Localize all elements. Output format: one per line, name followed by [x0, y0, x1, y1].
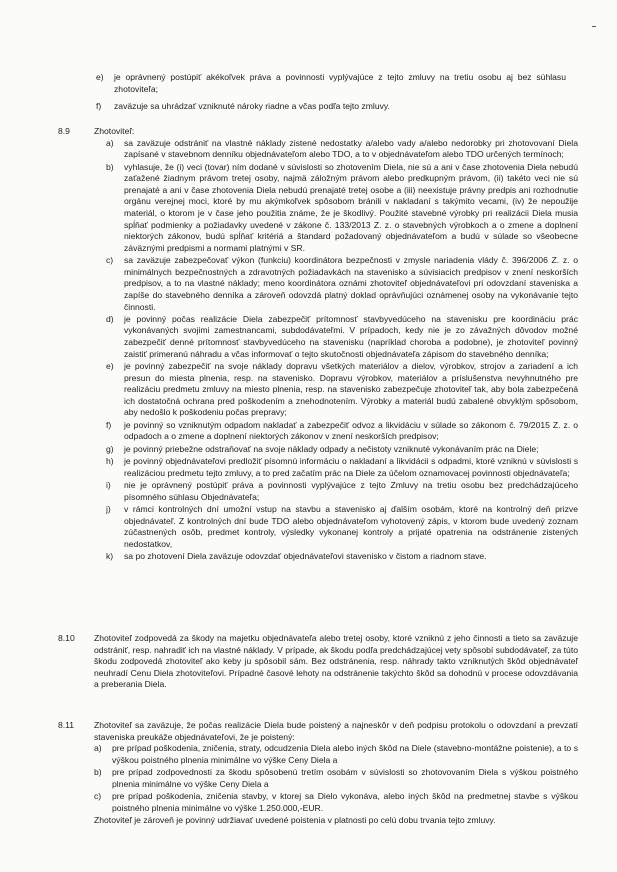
list-item: [96, 101, 566, 113]
scan-mark: [592, 26, 596, 27]
list-item: [106, 361, 578, 419]
list-item: [106, 255, 578, 313]
section-number: 8.9: [58, 126, 70, 136]
section-number: 8.11: [58, 720, 75, 730]
item-text: je povinný priebežne odstraňovať na svoje náklady odpady a nečistoty vzniknuté vykonávaním prác na Diele;: [124, 443, 539, 454]
item-text: pre prípad zodpovednosti za škodu spôsobenú tretím osobám v súvislosti so zhotovovaním Diela s výškou poistného plnenia minimálne vo výške Ceny Diela a: [112, 767, 578, 789]
item-text: je povinný so vzniknutým odpadom nakladať a zabezpečiť odvoz a likvidáciu v súlade so zákonom č. 79/2015 Z. z. o odpadoch a o zmene a doplnení niektorých zákonov v znení neskorších predpisov;: [124, 419, 578, 442]
section-text: Zhotoviteľ zodpovedá za škody na majetku objednávateľa alebo tretej osoby, ktoré vzniknú z jeho činnosti a tieto sa zaväzuje odstrániť, resp. nahradiť ich na vlastné náklady. V prípade, ak škodu podľa predchádzajúcej vety spôsobí subdodávateľ, za túto škodu zodpovedá zhotoviteľ ako keby ju spôsobil sám. Bez odstránenia, resp. náhrady takto vzniknutých škôd objednávateľ neuhradí Cenu Diela zhotoviteľovi. Prípadné časové lehoty na odstránenie takýchto škôd sa dohodnú v procese odovzdávania a preberania Diela.: [94, 633, 578, 690]
section-intro: Zhotoviteľ sa zaväzuje, že počas realizácie Diela bude poistený a najneskôr v deň podpisu protokolu o odovzdaní a prevzatí staveniska preukáže objednávateľovi, že je poistený:: [94, 720, 578, 742]
section-8-11: [58, 720, 578, 827]
item-label: h): [106, 456, 114, 467]
list-item: [106, 314, 578, 360]
section-8-9-list: [106, 138, 578, 563]
section-title: Zhotoviteľ:: [94, 126, 135, 136]
list-item: [94, 767, 578, 790]
item-text: pre prípad poškodenia, zničenia stavby, v ktorej sa Dielo vykonáva, alebo iných škôd na predmetnej stavbe s výškou poistného plnenia minimálne vo výške 1.250.000,-EUR.: [112, 791, 578, 813]
section-closing: Zhotoviteľ je zároveň je povinný udržiavať uvedené poistenia v platnosti po celú dobu trvania tejto zmluvy.: [94, 815, 496, 826]
item-label: g): [106, 443, 114, 454]
item-text: sa zaväzuje zabezpečovať výkon (funkciu) koordinátora bezpečnosti v zmysle nariadenia vlády č. 396/2006 Z. z. o minimálnych bezpečnostných a zdravotných požiadavkách na stavenisko a súvisiacich predpisov v znení neskorších predpisov, a to na vlastné náklady; meno koordinátora oznámi zhotoviteľ objednávateľovi pri odovzdaní staveniska a zapíše do stavebného denníka a zároveň odovzdá platný doklad oprávňujúci oznámenej osoby na vykonávanie tejto činnosti.: [124, 255, 578, 312]
item-label: k): [106, 551, 114, 562]
item-label: f): [96, 101, 102, 112]
item-text: je oprávnený postúpiť akékoľvek práva a povinnosti vyplývajúce z tejto zmluvy na tretiu osobu aj bez súhlasu zhotoviteľa;: [114, 72, 566, 94]
item-label: i): [106, 480, 111, 491]
item-label: e): [96, 72, 104, 82]
section-8-11-list: [94, 743, 578, 814]
item-text: zaväzuje sa uhrádzať vzniknuté nároky riadne a včas podľa tejto zmluvy.: [114, 101, 390, 112]
list-item: [106, 138, 578, 161]
item-text: je povinný objednávateľovi predložiť písomnú informáciu o nakladaní a likvidácii s odpadmi, ktoré vzniknú v súvislosti s realizáciou predmetu tejto zmluvy, a to pred začatím prác na Diele za účelom oznamovacej povinnosti objednávateľa;: [124, 456, 578, 478]
list-item: [106, 444, 578, 456]
list-item: [94, 743, 578, 766]
list-item: [106, 551, 578, 563]
item-text: sa po zhotovení Diela zaväzuje odovzdať objednávateľovi stavenisko v čistom a riadnom stave.: [124, 551, 487, 562]
item-label: b): [94, 767, 102, 778]
item-text: pre prípad poškodenia, zničenia, straty, odcudzenia Diela alebo iných škôd na Diele (stavebno-montážne poistenie), a to s výškou poistného plnenia minimálne vo výške Ceny Diela a: [112, 743, 578, 765]
item-text: je povinný počas realizácie Diela zabezpečiť prítomnosť stavbyvedúceho na stavenisku pre koordináciu prác vykonávaných svojimi zamestnancami, subdodávateľmi. V prípadoch, kedy nie je zo závažných dôvodov možné zabezpečiť denné prítomnosť stavbyvedúceho na stavenisku (napríklad choroba a podobne), je zhotoviteľ povinný zaistiť primeranú náhradu a včas informovať o tejto skutočnosti objednávateľa zápisom do stavebného denníka;: [124, 313, 578, 359]
section-8-9: [58, 126, 578, 564]
item-text: sa zaväzuje odstrániť na vlastné náklady zistené nedostatky a/alebo vady a/alebo nedorobky pri zhotovovaní Diela zapísané v stavebnom denníku objednávateľom alebo TDO, a to v objednávateľom alebo TDO určených termínoch;: [124, 137, 578, 160]
item-text: vyhlasuje, že (i) veci (tovar) ním dodané v súvislosti so zhotovením Diela, nie sú a ani v čase zhotovenia Diela nebudú zaťažené žiadnym právom tretej osoby, najmä záložným právom alebo predkupným právom, (ii) takéto veci nie sú prenajaté a ani v čase zhotovenia Diela nebudú prenajaté tretej osobe a (iii) neexistuje právny predpis ani rozhodnutie orgánu verejnej moci, ktoré by mu akýmkoľvek spôsobom bránili v nakladaní s takýmito vecami, (iv) že nepoužije materiál, o ktorom je v čase jeho použitia známe, že je škodlivý. Použité stavebné výrobky pri realizácii Diela musia spĺňať podmienky a požiadavky uvedené v zákone č. 133/2013 Z. z. o stavebných výrobkoch a o zmene a doplnení niektorých zákonov, budú spĺňať kritériá a štandard požadovaný objednávateľom a budú v súlade so všeobecne záväznými predpismi a normami platnými v SR.: [124, 161, 578, 253]
item-label: f): [106, 419, 112, 430]
item-label: b): [106, 161, 114, 172]
item-label: c): [106, 255, 114, 266]
item-label: j): [106, 504, 111, 515]
list-item: [106, 504, 578, 550]
item-text: je povinný zabezpečiť na svoje náklady dopravu všetkých materiálov a dielov, výrobkov, strojov a zariadení a ich presun do miesta plnenia, resp. na stavenisko. Dopravu výrobkov, materiálov a príslušenstva nevyhnutného pre realizáciu predmetu zmluvy na miesto plnenia, resp. na stavenisko zabezpečuje zhotoviteľ tak, aby bola zabezpečená ich dostatočná ochrana pred poškodením a znehodnotením. Výrobky a materiál budú zabalené obvyklým spôsobom, aby nedošlo k poškodeniu počas prepravy;: [124, 361, 578, 418]
section-number: 8.10: [58, 633, 75, 643]
item-label: c): [94, 791, 102, 802]
list-item: [106, 420, 578, 443]
list-item: [106, 480, 578, 503]
list-item: [106, 162, 578, 255]
list-item: [94, 791, 578, 814]
section-8-10: [58, 633, 578, 691]
list-item: [96, 72, 566, 95]
previous-section-continuation: [96, 72, 566, 113]
item-text: nie je oprávnený postúpiť práva a povinnosti vyplývajúce z tejto Zmluvy na tretiu osobu bez predchádzajúceho písomného súhlasu Objednávateľa;: [124, 480, 578, 502]
item-label: a): [106, 137, 114, 148]
list-item: [106, 456, 578, 479]
item-label: a): [94, 743, 102, 754]
item-label: d): [106, 313, 114, 324]
item-text: v rámci kontrolných dní umožní vstup na stavbu a stavenisko aj ďalším osobám, ktoré na kontrolný deň prizve objednávateľ. Z kontrolných dní bude TDO alebo objednávateľom vyhotovený zápis, v ktorom bude uvedený zoznam zúčastnených osôb, predmet kontroly, výsledky vykonanej kontroly a prijaté opatrenia na odstránenie zistených nedostatkov,: [124, 504, 578, 549]
item-label: e): [106, 361, 114, 372]
